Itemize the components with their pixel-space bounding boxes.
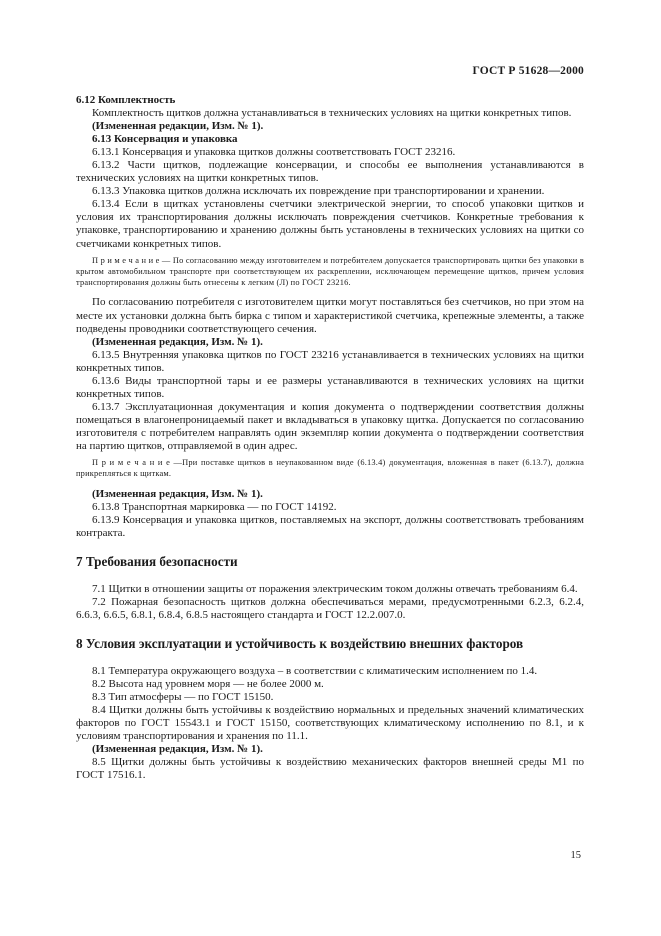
- section-8-heading: 8 Условия эксплуатации и устойчивость к воздействию внешних факторов: [76, 635, 524, 651]
- paragraph-13: 6.13.7 Эксплуатационная документация и копия документа о подтверждении соответствия должны помещаться в влагонепроницаемый пакет и вкладываться в упаковку щитка. Допускается по согласованию изготовителя с потребителем направлять один экземпляр копии документа о подтверждении соответствия на партию щитков, отправляемой в один адрес.: [76, 400, 584, 452]
- paragraph-7-1: 7.1 Щитки в отношении защиты от поражения электрическим током должны отвечать требованиям 6.4.: [92, 582, 578, 595]
- paragraph-7: 6.13.4 Если в щитках установлены счетчики электрической энергии, то способ упаковки щитков и условия их транспортирования должны исключать повреждения счетчиков. Конкретные требования к упаковке, транспортированию и хранению должны быть установлены в технических условиях на щитки со счетчиками конкретных типов.: [76, 198, 584, 250]
- section-8-paragraph-0: 8.1 Температура окружающего воздуха – в соответствии с климатическим исполнением по 1.4.: [92, 664, 538, 677]
- section-8-paragraph-5: 8.5 Щитки должны быть устойчивы к воздействию механических факторов внешней среды М1 по ГОСТ 17516.1.: [76, 756, 584, 782]
- section-8-paragraph-3: 8.4 Щитки должны быть устойчивы к воздействию нормальных и предельных значений климатических факторов по ГОСТ 15543.1 и ГОСТ 15150, соответствующих климатическому исполнению по 8.1, и к условиям транспортирования и хранения по 11.1.: [76, 704, 584, 743]
- paragraph-4: 6.13.1 Консервация и упаковка щитков должны соответствовать ГОСТ 23216.: [92, 146, 456, 159]
- paragraph-2: (Измененная редакции, Изм. № 1).: [92, 120, 264, 133]
- document-header: ГОСТ Р 51628—2000: [472, 65, 584, 77]
- paragraph-9: По согласованию потребителя с изготовителем щитки могут поставляться без счетчиков, но при этом на месте их установки должна быть бирка с типом и характеристикой счетчика, крепежные элементы, а также подведены проводники соответствующего сечения.: [76, 296, 584, 335]
- paragraph-0: 6.12 Комплектность: [76, 94, 176, 106]
- section-8-body: [76, 665, 584, 782]
- paragraph-15: (Измененная редакция, Изм. № 1).: [92, 487, 263, 500]
- page-number: 15: [570, 850, 581, 861]
- paragraph-5: 6.13.2 Части щитков, подлежащие консервации, и способы ее выполнения устанавливаются в технических условиях на щитки конкретных типов.: [76, 159, 584, 185]
- section-8-paragraph-4: (Измененная редакция, Изм. № 1).: [92, 743, 263, 756]
- paragraph-16: 6.13.8 Транспортная маркировка — по ГОСТ 14192.: [92, 500, 337, 513]
- paragraph-10: (Измененная редакция, Изм. № 1).: [92, 335, 263, 348]
- paragraph-12: 6.13.6 Виды транспортной тары и ее размеры устанавливаются в технических условиях на щитки конкретных типов.: [76, 374, 584, 400]
- paragraph-14: П р и м е ч а н и е —При поставке щитков в неупакованном виде (6.13.4) документация, вложенная в пакет (6.13.7), должна прикрепляться к щиткам.: [76, 458, 584, 479]
- section-7-heading: 7 Требования безопасности: [76, 553, 238, 569]
- paragraph-1: Комплектность щитков должна устанавливаться в технических условиях на щитки конкретных типов.: [92, 107, 572, 120]
- paragraph-11: 6.13.5 Внутренняя упаковка щитков по ГОСТ 23216 устанавливается в технических условиях на щитки конкретных типов.: [76, 348, 584, 374]
- paragraph-3: 6.13 Консервация и упаковка: [92, 133, 238, 146]
- section-6-continued: [76, 94, 584, 540]
- paragraph-7-2: 7.2 Пожарная безопасность щитков должна обеспечиваться мерами, предусмотренными 6.2.3, 6.2.4, 6.6.3, 6.6.5, 6.8.1, 6.8.4, 6.8.5 настоящего стандарта и ГОСТ 12.2.007.0.: [76, 595, 584, 621]
- section-8-paragraph-1: 8.2 Высота над уровнем моря — не более 2000 м.: [92, 677, 324, 690]
- paragraph-17: 6.13.9 Консервация и упаковка щитков, поставляемых на экспорт, должны соответствовать требованиям контракта.: [76, 513, 584, 539]
- document-body: [76, 94, 584, 782]
- paragraph-8: П р и м е ч а н и е — По согласованию между изготовителем и потребителем допускается транспортировать щитки без упаковки в крытом автомобильном транспорте при соответствующем их раскреплении, исключающем перемещение щитков, причем условия транспортирования должны быть отнесены к легким (Л) по ГОСТ 23216.: [76, 255, 584, 288]
- paragraph-6: 6.13.3 Упаковка щитков должна исключать их повреждение при транспортировании и хранении.: [92, 185, 545, 198]
- section-8-paragraph-2: 8.3 Тип атмосферы — по ГОСТ 15150.: [92, 691, 274, 704]
